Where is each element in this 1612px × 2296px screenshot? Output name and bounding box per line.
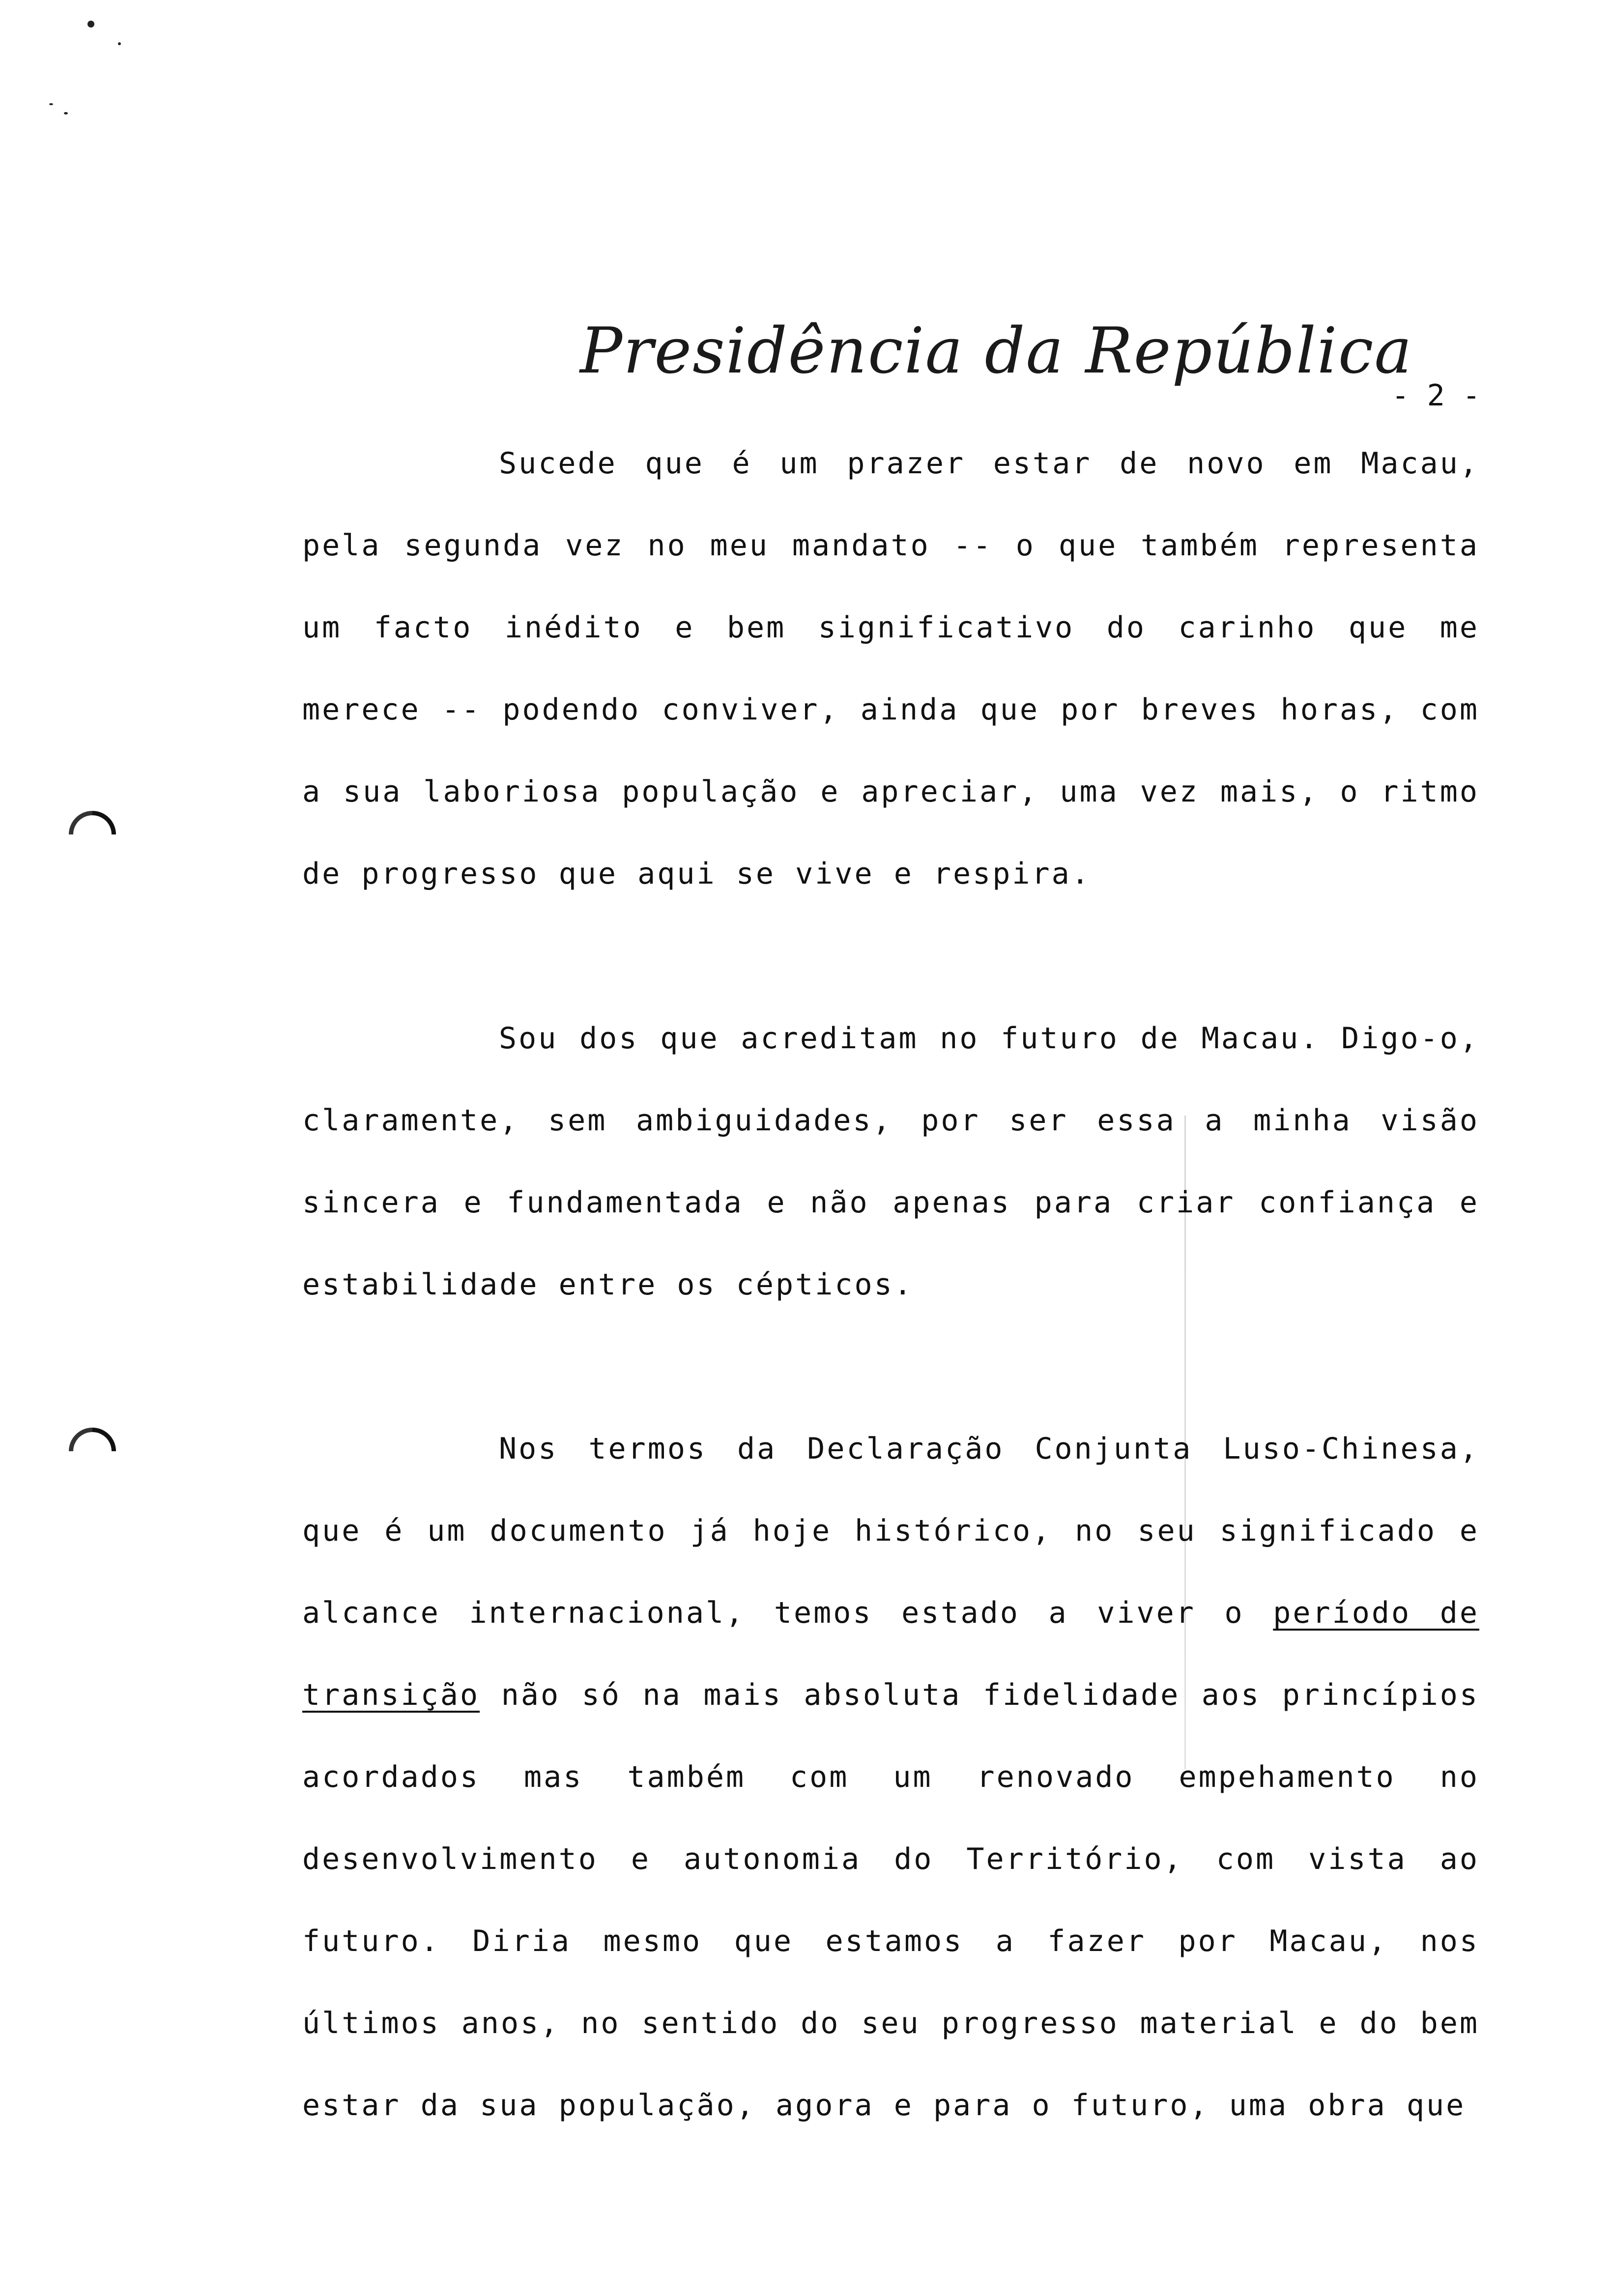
paragraph-2 bbox=[302, 998, 1479, 1326]
paragraph-text: Sucede que é um prazer estar de novo em Macau, pela segunda vez no meu mandato -- o que também representa um facto inédito e bem significativo do carinho que me merece -- podendo conviver, ainda que por breves horas, com a sua laboriosa população e apreciar, uma vez mais, o ritmo de progresso que aqui se vive e respira. bbox=[302, 446, 1479, 891]
paragraph-text: Sou dos que acreditam no futuro de Macau. Digo-o, claramente, sem ambiguidades, por ser essa a minha visão sincera e fundamentada e não apenas para criar confiança e estabilidade entre os cépticos. bbox=[302, 1021, 1479, 1302]
scan-speck bbox=[87, 21, 94, 28]
binder-hole-mark bbox=[59, 801, 126, 868]
binder-hole-mark bbox=[59, 1418, 126, 1485]
paragraph-1 bbox=[302, 423, 1479, 915]
paragraph-text: não só na mais absoluta fidelidade aos princípios acordados mas também com um renovado empehamento no desenvolvimento e autonomia do Território, com vista ao futuro. Diria mesmo que estamos a fazer por Macau, nos últimos anos, no sentido do seu progresso material e do bem estar da sua população, agora e para o futuro, uma obra que bbox=[302, 1678, 1479, 2123]
underlined-phrase: período de transição bbox=[302, 1596, 1479, 1712]
scan-speck bbox=[118, 42, 121, 45]
paragraph-text: Nos termos da Declaração Conjunta Luso-Chinesa, que é um documento já hoje histórico, no seu significado e alcance internacional, temos estado a viver o bbox=[302, 1432, 1479, 1630]
paragraph-3 bbox=[302, 1408, 1479, 2147]
letterhead: Presidência da República bbox=[580, 315, 1413, 388]
scan-speck bbox=[49, 103, 53, 105]
scan-speck bbox=[64, 112, 68, 115]
page-number: - 2 - bbox=[1391, 378, 1480, 413]
